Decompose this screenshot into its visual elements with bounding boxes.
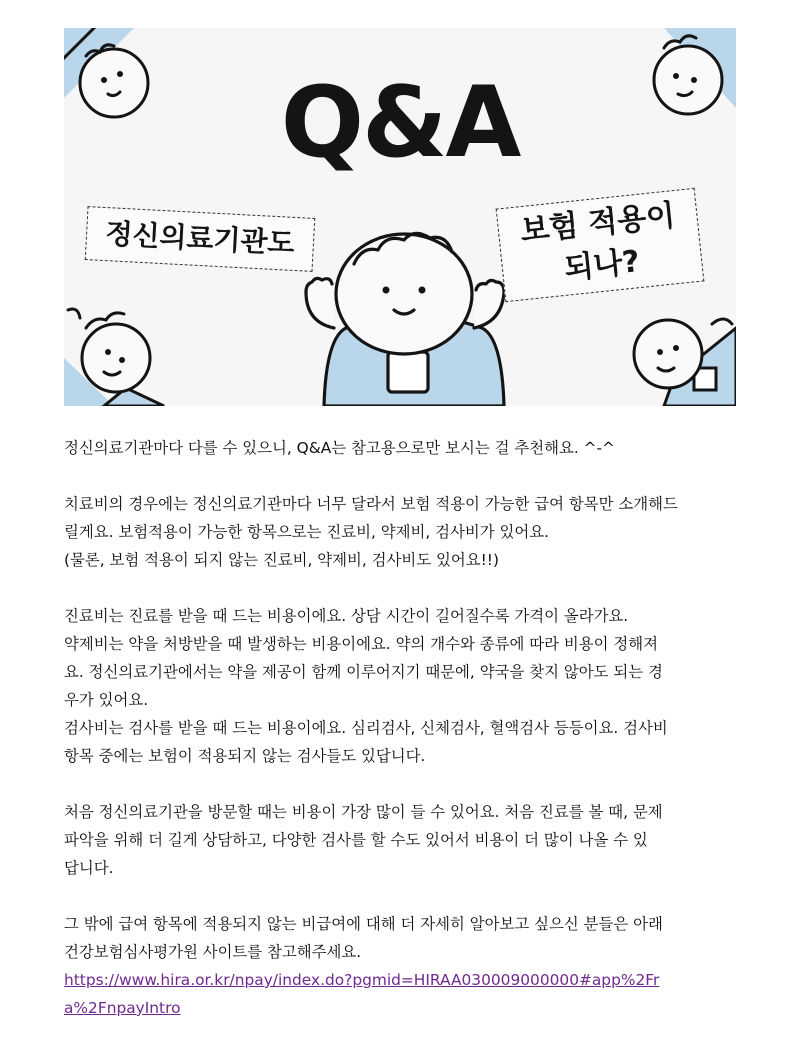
text-line: (물론, 보험 적용이 되지 않는 진료비, 약제비, 검사비도 있어요!!) xyxy=(64,551,499,569)
paragraph-first-visit xyxy=(64,798,738,882)
banner-title: Q&A xyxy=(280,66,520,180)
article-body xyxy=(64,434,738,1022)
text-line: 건강보험심사평가원 사이트를 참고해주세요. xyxy=(64,943,362,961)
text-line: 정신의료기관마다 다를 수 있으니, Q&A는 참고용으로만 보시는 걸 추천해요. ^-^ xyxy=(64,439,615,457)
text-line: 파악을 위해 더 길게 상담하고, 다양한 검사를 할 수도 있어서 비용이 더 많이 나올 수 있 xyxy=(64,831,648,849)
paragraph-intro xyxy=(64,434,738,462)
text-line: 약제비는 약을 처방받을 때 발생하는 비용이에요. 약의 개수와 종류에 따라 비용이 정해져 xyxy=(64,635,658,653)
text-line: 그 밖에 급여 항목에 적용되지 않는 비급여에 대해 더 자세히 알아보고 싶으신 분들은 아래 xyxy=(64,915,663,933)
paragraph-non-covered xyxy=(64,910,738,1022)
qa-banner-illustration xyxy=(64,28,736,406)
text-line: 우가 있어요. xyxy=(64,691,149,709)
text-line: 검사비는 검사를 받을 때 드는 비용이에요. 심리검사, 신체검사, 혈액검사 등등이요. 검사비 xyxy=(64,719,668,737)
text-line: 진료비는 진료를 받을 때 드는 비용이에요. 상담 시간이 길어질수록 가격이 올라가요. xyxy=(64,607,629,625)
text-line: 요. 정신의료기관에서는 약을 제공이 함께 이루어지기 때문에, 약국을 찾지 않아도 되는 경 xyxy=(64,663,663,681)
paragraph-cost-types xyxy=(64,602,738,770)
character-center xyxy=(306,233,504,406)
paragraph-insurance xyxy=(64,490,738,574)
hira-link-line-1[interactable]: https://www.hira.or.kr/npay/index.do?pgmid=HIRAA030009000000#app%2Fr xyxy=(64,971,660,989)
banner-tag-right-line-1: 보험 적용이 xyxy=(518,198,677,250)
text-line: 항목 중에는 보험이 적용되지 않는 검사들도 있답니다. xyxy=(64,747,426,765)
banner-tag-right-line-2: 되나? xyxy=(562,244,642,287)
banner-tag-left: 정신의료기관도 xyxy=(85,206,316,272)
character-bottom-right xyxy=(634,319,736,406)
text-line: 치료비의 경우에는 정신의료기관마다 너무 달라서 보험 적용이 가능한 급여 항목만 소개해드 xyxy=(64,495,678,513)
character-bottom-left xyxy=(64,309,164,406)
text-line: 답니다. xyxy=(64,859,114,877)
hira-link-line-2[interactable]: a%2FnpayIntro xyxy=(64,999,181,1017)
hira-link[interactable] xyxy=(64,966,738,1022)
text-line: 릴게요. 보험적용이 가능한 항목으로는 진료비, 약제비, 검사비가 있어요. xyxy=(64,523,549,541)
text-line: 처음 정신의료기관을 방문할 때는 비용이 가장 많이 들 수 있어요. 처음 진료를 볼 때, 문제 xyxy=(64,803,663,821)
